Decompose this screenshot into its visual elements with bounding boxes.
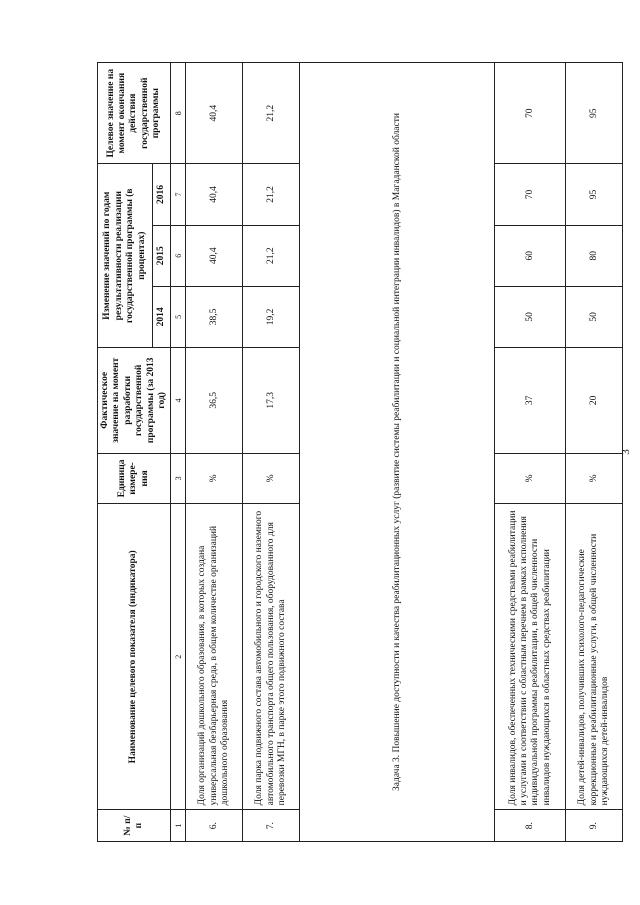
column-number: 5 [171,286,186,347]
row-num: 9. [566,810,623,842]
row-target: 40,4 [186,63,243,164]
rotated-table-sheet [97,62,617,842]
table-row [566,63,623,842]
column-number: 2 [171,504,186,810]
task-heading: Задача 3. Повышение доступности и качества реабилитационных услуг (развитие системы реабилитации и социальной интеграции инвалидов) в Магаданской области [300,63,495,842]
page-number: 3 [619,449,632,455]
row-fact: 37 [495,348,566,454]
column-number: 1 [171,810,186,842]
row-2016: 70 [495,164,566,225]
row-name: Доля инвалидов, обеспеченных техническими средствами реабилитации и услугами в соответствии с областным перечнем в рамках исполнения индивидуальной программы реабилитации, в общей численности инвалидов нуждающихся в областных средствах реабилитации [495,504,566,810]
row-unit: % [186,453,243,504]
column-number: 8 [171,63,186,164]
table-row [186,63,243,842]
row-target: 95 [566,63,623,164]
column-number: 6 [171,225,186,286]
row-name: Доля детей-инвалидов, получивших психолого-педагогические коррекционные и реабилитационные услуги, в общей численности нуждающихся детей-инвалидов [566,504,623,810]
header-target: Целевое значение на момент окончания действия государственной программы [98,63,171,164]
row-name: Доля организаций дошкольного образования, в которых создана универсальная безбарьерная среда, в общем количестве организаций дошкольного образования [186,504,243,810]
row-target: 21,2 [243,63,300,164]
header-name: Наименование целевого показателя (индикатора) [98,504,171,810]
row-unit: % [495,453,566,504]
row-unit: % [566,453,623,504]
row-name: Доля парка подвижного состава автомобильного и городского наземного автомобильного транспорта общего пользования, оборудованного для перевозки МГН, в парке этого подвижного состава [243,504,300,810]
row-2016: 21,2 [243,164,300,225]
column-number: 4 [171,348,186,454]
indicators-table [97,62,623,842]
row-2016: 40,4 [186,164,243,225]
column-numbers-row [171,63,186,842]
column-number: 3 [171,453,186,504]
header-year-2015: 2015 [153,225,171,286]
header-num: № п/п [98,810,171,842]
row-2014: 50 [566,286,623,347]
row-2014: 50 [495,286,566,347]
header-change-group: Изменение значений по годам результативности реализации государственной программы (в процентах) [98,164,153,348]
row-fact: 17,3 [243,348,300,454]
header-fact: Фактическое значение на момент разработки государственной программы (за 2013 год) [98,348,171,454]
row-2016: 95 [566,164,623,225]
task-row [300,63,495,842]
row-2014: 38,5 [186,286,243,347]
row-2015: 21,2 [243,225,300,286]
row-2014: 19,2 [243,286,300,347]
row-num: 7. [243,810,300,842]
row-fact: 36,5 [186,348,243,454]
row-2015: 40,4 [186,225,243,286]
header-year-2014: 2014 [153,286,171,347]
row-num: 6. [186,810,243,842]
header-year-2016: 2016 [153,164,171,225]
row-2015: 80 [566,225,623,286]
header-row [98,63,153,842]
row-target: 70 [495,63,566,164]
table-row [495,63,566,842]
row-2015: 60 [495,225,566,286]
row-num: 8. [495,810,566,842]
header-unit: Единица измере-ния [98,453,171,504]
row-unit: % [243,453,300,504]
table-row [243,63,300,842]
column-number: 7 [171,164,186,225]
row-fact: 20 [566,348,623,454]
